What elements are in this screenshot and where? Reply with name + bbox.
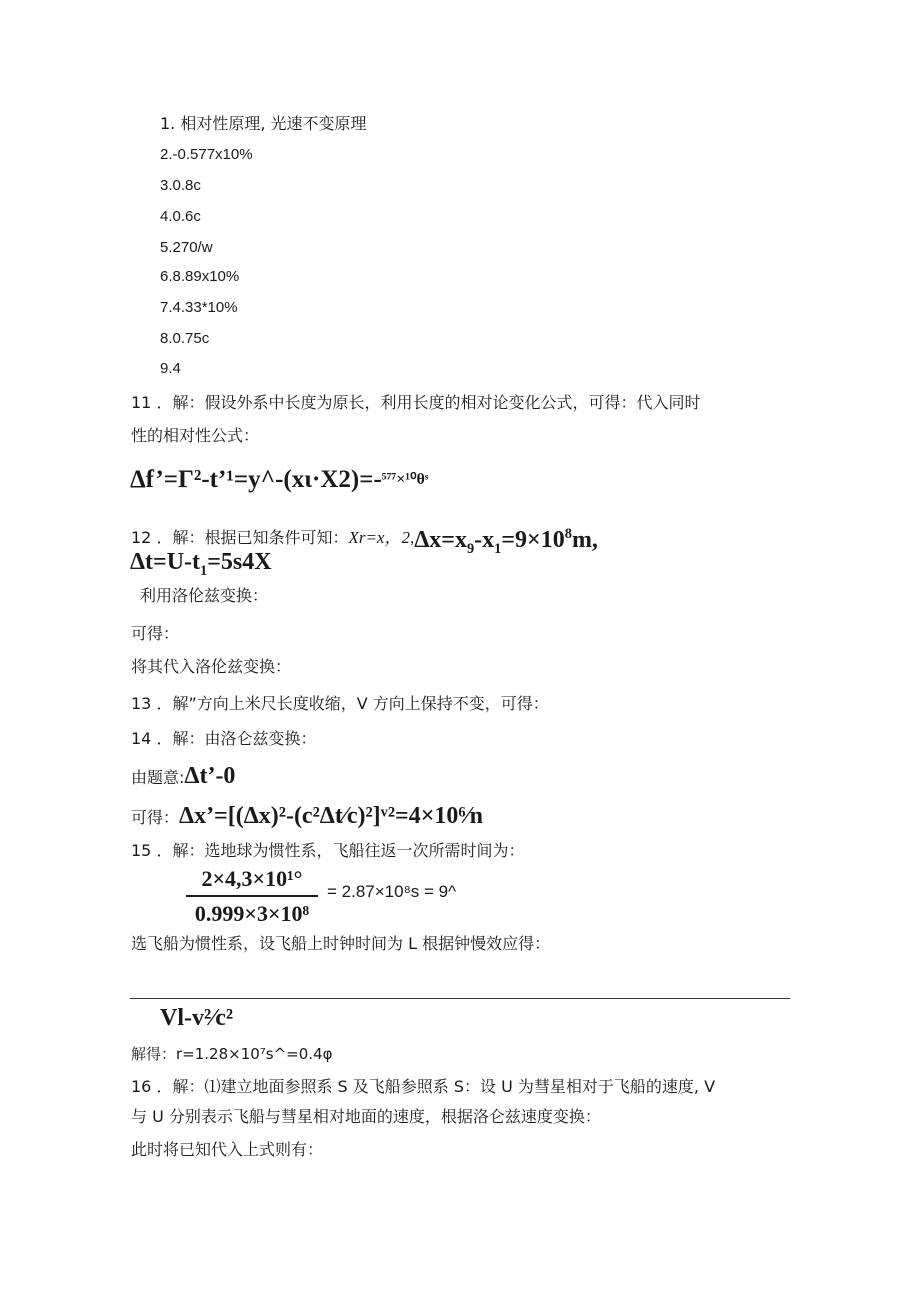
answer-1: 1. 相对性原理, 光速不变原理 [160, 114, 367, 133]
q16-line3: 此时将已知代入上式则有： [131, 1140, 324, 1159]
q14-line2-formula: Δt’-0 [184, 763, 236, 789]
answer-3: 3.0.8c [160, 177, 201, 194]
q15-line2: 选飞船为惯性系，设飞船上时钟时间为 L 根据钟慢效应得： [131, 934, 551, 953]
q16-line2: 与 U 分别表示飞船与彗星相对地面的速度，根据洛仑兹速度变换： [131, 1107, 601, 1126]
q13-line1: 13 ．解”方向上米尺长度收缩，V 方向上保持不变，可得： [131, 694, 549, 713]
q15-line1: 15 ．解：选地球为惯性系，飞船往返一次所需时间为： [131, 841, 525, 860]
q15-fraction [186, 866, 318, 927]
q12-line3: 利用洛伦兹变换： [140, 586, 269, 605]
answer-7: 7.4.33*10% [160, 299, 238, 316]
q14-line3-formula: Δx’=[(Δx)²-(c²Δt⁄c)²]ᵛ²=4×10⁶⁄n [179, 803, 483, 829]
answer-5: 5.270/w [160, 239, 213, 256]
q12-line4: 可得： [131, 624, 180, 643]
answer-8: 8.0.75c [160, 330, 210, 347]
q12-prefix: 12 ．解：根据已知条件可知： [131, 528, 349, 547]
q12-formula-a: Δx=x [414, 527, 467, 553]
q14-line3 [131, 802, 483, 830]
q11-formula-main: Δf’=Γ²-t’¹=y^-(xι·X2)=- [130, 466, 382, 493]
q11-line2: 性的相对性公式： [131, 426, 260, 445]
q14-line2-prefix: 由题意: [131, 768, 185, 787]
q11-formula [130, 465, 428, 495]
q12-formula-b: -x [474, 527, 495, 553]
q12-formula-d: m, [571, 527, 598, 553]
q12-formula-c: =9×10 [501, 527, 565, 553]
q15-fraction-rule [130, 998, 790, 999]
q12-line2-b: =5s4X [207, 549, 272, 575]
answer-4: 4.0.6c [160, 208, 201, 225]
q15-denominator: Vl-v²⁄c² [160, 1005, 234, 1031]
q12-line2-sub: 1 [200, 562, 208, 579]
q15-result: 解得：r=1.28×10⁷s^=0.4φ [131, 1045, 333, 1063]
q12-italic-vars: Xr=x，2, [348, 528, 415, 547]
answer-9: 9.4 [160, 360, 181, 377]
q12-line2-a: Δt=U-t [130, 549, 201, 575]
q12-formula [414, 526, 598, 557]
q15-fraction-bar [186, 895, 318, 897]
q15-fraction-result: = 2.87×10⁸s = 9^ [327, 882, 457, 901]
q16-line1: 16 ．解：⑴建立地面参照系 S 及飞船参照系 S：设 U 为彗星相对于飞船的速度, V [131, 1077, 716, 1096]
q14-line3-prefix: 可得： [131, 808, 180, 827]
q14-line1: 14 ．解：由洛仑兹变换： [131, 729, 317, 748]
answer-6: 6.8.89x10% [160, 268, 240, 285]
q14-line2 [131, 762, 235, 790]
q15-fraction-numerator: 2×4,3×10¹° [201, 866, 303, 891]
q11-line1: 11 ．解：假设外系中长度为原长，利用长度的相对论变化公式，可得：代入同时 [131, 393, 701, 412]
q12-line5: 将其代入洛伦兹变换： [131, 657, 292, 676]
q11-formula-tail: ⁵⁷⁷×¹⁰θˢ [381, 471, 429, 488]
q12-formula-a-sub: 9 [466, 540, 475, 557]
q15-fraction-denominator: 0.999×3×10⁸ [194, 901, 310, 926]
q12-line2 [130, 548, 272, 585]
q12-formula-b-sub: 1 [494, 540, 502, 557]
answer-2: 2.-0.577x10% [160, 146, 253, 163]
q12-formula-c-sup: 8 [564, 526, 572, 542]
